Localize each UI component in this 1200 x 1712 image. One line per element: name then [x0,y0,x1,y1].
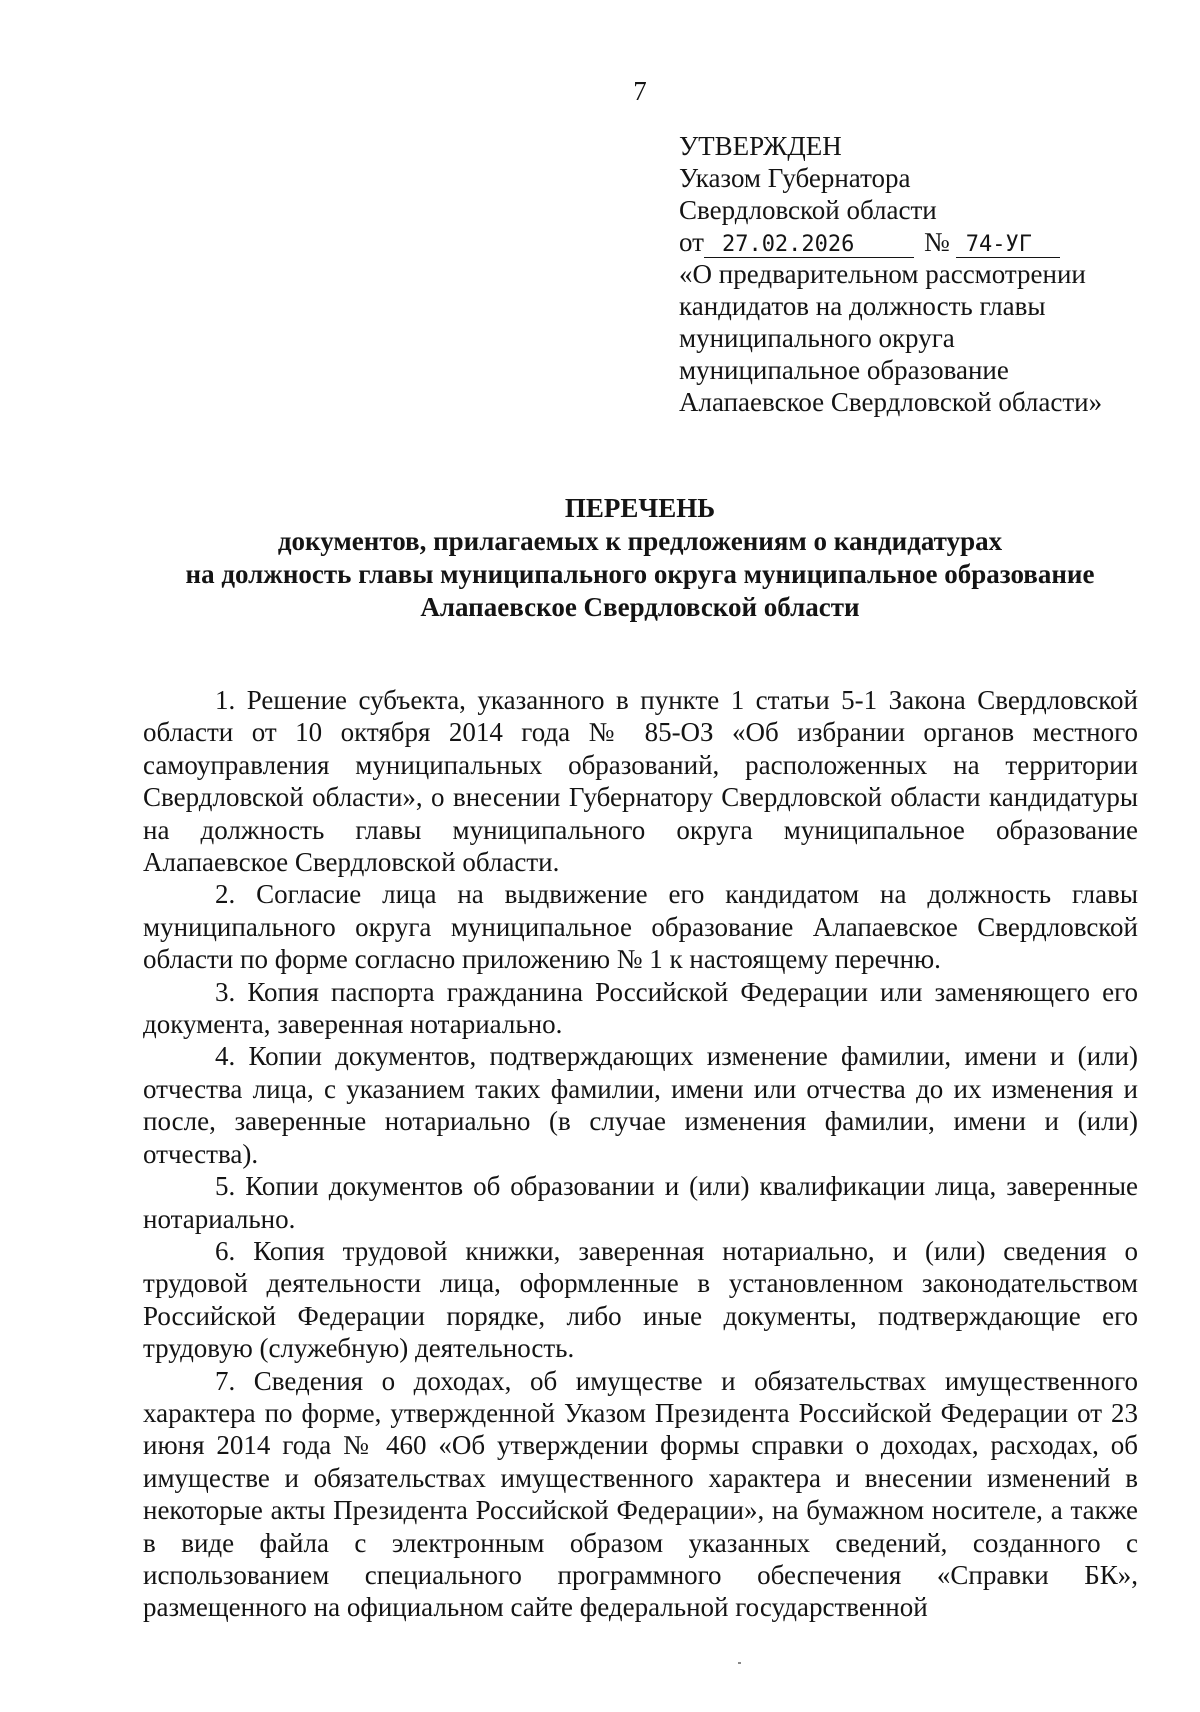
approval-subject-line: «О предварительном рассмотрении [679,259,1086,289]
heading-title: ПЕРЕЧЕНЬ [564,493,716,523]
list-item: 2. Согласие лица на выдвижение его кандидатом на должность главы муниципального округа муниципальное образование Алапаевское Свердловской области по форме согласно приложению № 1 к настоящему перечню. [143,879,1138,975]
heading-line: Алапаевское Свердловской области [420,592,860,622]
scan-speck [738,1662,741,1664]
approval-subject-line: кандидатов на должность главы [679,291,1046,321]
list-item: 7. Сведения о доходах, об имуществе и обязательствах имущественного характера по форме, утвержденной Указом Президента Российской Федерации от 23 июня 2014 года № 460 «Об утверждении формы справки о доходах, расходах, об имуществе и обязательствах имущественного характера и внесении изменений в некоторые акты Президента Российской Федерации», на бумажном носителе, а также в виде файла с электронным образом указанных сведений, созданного с использованием специального программного обеспечения «Справки БК», размещенного на официальном сайте федеральной государственной [143,1365,1138,1623]
approval-title: УТВЕРЖДЕН [679,131,842,161]
page-number: 7 [633,76,647,106]
approval-date-number-line [679,226,1139,258]
decree-number: 74-УГ [956,233,1060,258]
list-item: 4. Копии документов, подтверждающих изменение фамилии, имени и (или) отчества лица, с указанием таких фамилии, имени или отчества до их изменения и после, заверенные нотариально (в случае изменения фамилии, имени и (или) отчества). [143,1041,1138,1169]
approval-line-2: Свердловской области [679,195,937,225]
document-heading [140,492,1140,624]
list-item: 3. Копия паспорта гражданина Российской Федерации или заменяющего его документа, заверенная нотариально. [143,976,1138,1040]
approval-block [679,130,1139,418]
list-item: 5. Копии документов об образовании и (или) квалификации лица, заверенные нотариально. [143,1171,1138,1234]
approval-subject-line: муниципального округа [679,323,955,353]
approval-subject-line: муниципальное образование [679,355,1009,385]
number-label: № [923,227,950,257]
list-item: 1. Решение субъекта, указанного в пункте 1 статьи 5-1 Закона Свердловской области от 10 октября 2014 года № 85-ОЗ «Об избрании органов местного самоуправления муниципальных образований, расположенных на территории Свердловской области», о внесении Губернатору Свердловской области кандидатуры на должность главы муниципального округа муниципальное образование Алапаевское Свердловской области. [143,685,1138,878]
from-label: от [679,227,704,257]
list-item: 6. Копия трудовой книжки, заверенная нотариально, и (или) сведения о трудовой деятельности лица, оформленные в установленном законодательством Российской Федерации порядке, либо иные документы, подтверждающие его трудовую (служебную) деятельность. [143,1235,1138,1364]
decree-date: 27.02.2026 [704,233,914,258]
heading-line: на должность главы муниципального округа муниципальное образование [185,559,1095,589]
heading-line: документов, прилагаемых к предложениям о кандидатурах [277,526,1003,556]
document-body [143,684,1138,1624]
approval-line-1: Указом Губернатора [679,163,911,193]
approval-subject-line: Алапаевское Свердловской области» [679,387,1103,417]
